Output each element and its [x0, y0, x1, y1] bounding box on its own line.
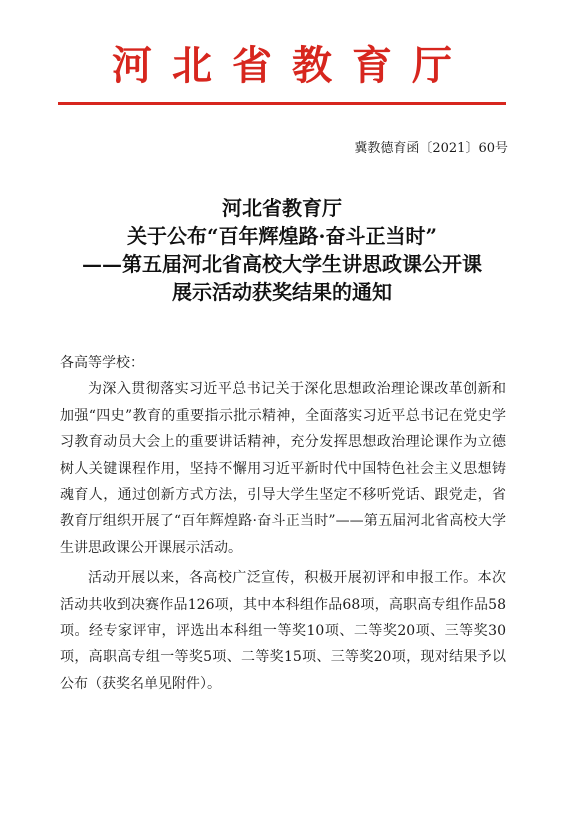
body-paragraph-2: 活动开展以来，各高校广泛宣传，积极开展初评和申报工作。本次活动共收到决赛作品126项，其中本科组作品68项，高职高专组作品58项。经专家评审，评选出本科组一等奖10项、二等奖20项、三等奖30项，高职高专组一等奖5项、二等奖15项、三等奖20项，现对结果予以公布（获奖名单见附件）。 — [60, 570, 506, 692]
red-header-rule — [58, 102, 506, 105]
notice-body — [60, 350, 506, 697]
salutation: 各高等学校： — [60, 355, 144, 371]
document-number: 冀教德育函〔2021〕60号 — [354, 141, 508, 156]
title-line-subject: 关于公布“百年辉煌路·奋斗正当时” — [127, 224, 437, 248]
title-line-event: ——第五届河北省高校大学生讲思政课公开课 — [82, 252, 482, 276]
body-paragraph-1: 为深入贯彻落实习近平总书记关于深化思想政治理论课改革创新和加强“四史”教育的重要指示批示精神，全面落实习近平总书记在党史学习教育动员大会上的重要讲话精神，充分发挥思想政治理论课作为立德树人关键课程作用，坚持不懈用习近平新时代中国特色社会主义思想铸魂育人，通过创新方式方法，引导大学生坚定不移听党话、跟党走，省教育厅组织开展了“百年辉煌路·奋斗正当时”——第五届河北省高校大学生讲思政课公开课展示活动。 — [60, 381, 506, 556]
title-line-result: 展示活动获奖结果的通知 — [172, 280, 392, 304]
masthead-title: 河北省教育厅 — [112, 42, 472, 89]
notice-title — [0, 194, 564, 306]
title-line-issuer: 河北省教育厅 — [222, 196, 342, 220]
